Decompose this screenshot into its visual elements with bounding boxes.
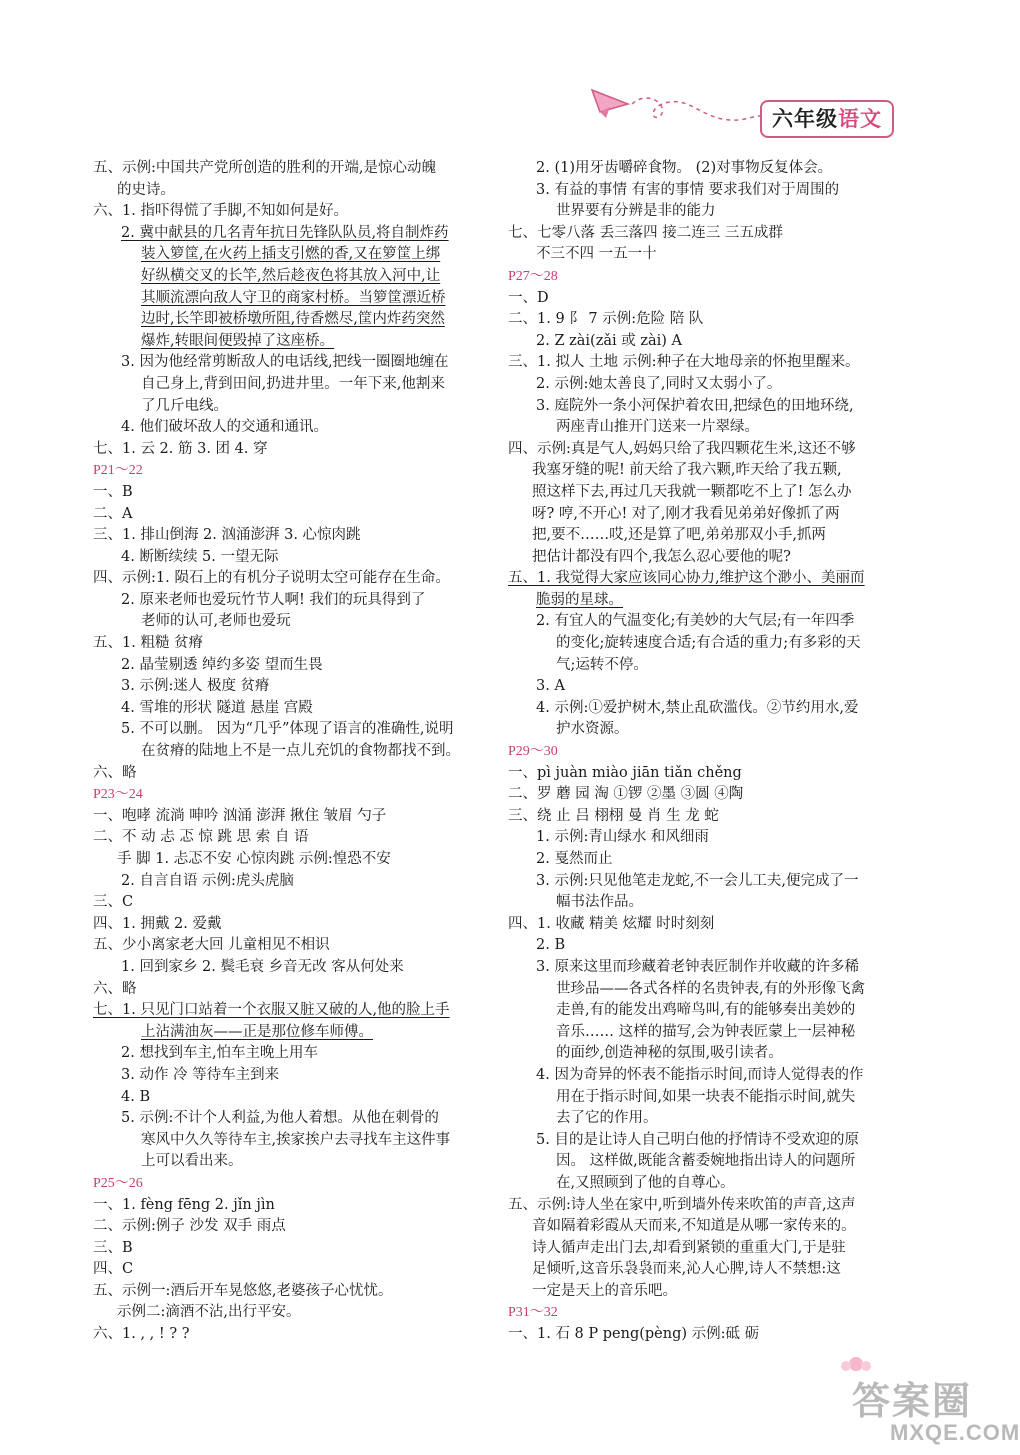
answer-line: [508, 763, 912, 785]
answer-line: [508, 309, 912, 331]
answer-line: [508, 504, 912, 526]
answer-line: [93, 331, 497, 353]
answer-text: 七、1. 只见门口站着一个衣服又脏又破的人,他的脸上手: [93, 1002, 450, 1019]
answer-text: 3. 动作 冷 等待车主到来: [121, 1066, 280, 1083]
answer-line: [93, 288, 497, 310]
answer-text: 四、示例:真是气人,妈妈只给了我四颗花生米,这还不够: [508, 440, 856, 457]
answer-text: 二、不 动 忐 忑 惊 跳 思 索 自 语: [93, 829, 309, 846]
answer-line: [93, 352, 497, 374]
answer-text: 2. 自言自语 示例:虎头虎脑: [121, 872, 294, 889]
answer-line: [508, 460, 912, 482]
answer-text: 七、1. 云 2. 筋 3. 团 4. 穿: [93, 440, 268, 457]
answer-text: 护水资源。: [556, 721, 629, 738]
answer-text: 1. 示例:青山绿水 和风细雨: [536, 829, 709, 846]
answer-text: 诗人循声走出门去,却看到紧锁的重重大门,于是驻: [532, 1239, 846, 1256]
answer-line: [508, 1238, 912, 1260]
grade-label: 六年级: [772, 107, 838, 131]
answer-text: 世界要有分辨是非的能力: [556, 203, 716, 220]
answer-line: [508, 1108, 912, 1130]
answer-line: [508, 482, 912, 504]
answer-text: 3. A: [536, 678, 565, 695]
answer-line: [93, 1108, 497, 1130]
answer-line: [508, 396, 912, 418]
answer-line: [93, 1259, 497, 1281]
answer-line: [508, 892, 912, 914]
answer-text: 一、咆哮 流淌 呻吟 汹涌 澎湃 揪住 皱眉 勺子: [93, 807, 387, 824]
answer-line: [508, 331, 912, 353]
answer-line: [508, 288, 912, 310]
answer-line: [508, 719, 912, 741]
answer-text: 的面纱,创造神秘的氛围,吸引读者。: [556, 1045, 783, 1062]
answer-text: P25～26: [93, 1175, 143, 1191]
answer-text: 4. 他们破坏敌人的交通和通讯。: [121, 419, 328, 436]
section-heading: [93, 1173, 497, 1195]
answer-line: [93, 871, 497, 893]
answer-text: 五、示例:诗人坐在家中,听到墙外传来吹笛的声音,这声: [508, 1196, 856, 1213]
answer-text: 5. 示例:不计个人利益,为他人着想。从他在刺骨的: [121, 1110, 439, 1127]
answer-line: [93, 180, 497, 202]
answer-text: 在贫瘠的陆地上不是一点儿充饥的食物都找不到。: [141, 743, 460, 760]
answer-line: [93, 741, 497, 763]
answer-text: 四、1. 拥戴 2. 爱戴: [93, 915, 222, 932]
answer-text: 5. 不可以删。 因为“几乎”体现了语言的准确性,说明: [121, 721, 454, 738]
section-heading: [93, 460, 497, 482]
answer-text: 六、1. , , ! ? ?: [93, 1326, 190, 1343]
answer-line: [93, 547, 497, 569]
answer-line: [508, 1173, 912, 1195]
answer-line: [93, 1000, 497, 1022]
answer-line: [508, 1087, 912, 1109]
answer-text: 二、罗 蘑 园 淘 ①锣 ②墨 ③圆 ④陶: [508, 786, 744, 803]
answer-line: [93, 525, 497, 547]
answer-line: [508, 611, 912, 633]
answer-line: [93, 827, 497, 849]
answer-line: [508, 935, 912, 957]
answer-line: [508, 547, 912, 569]
answer-text: 四、示例:1. 陨石上的有机分子说明太空可能存在生命。: [93, 570, 450, 587]
answer-text: 四、C: [93, 1261, 134, 1278]
answer-text: 好纵横交叉的长竿,然后趁夜色将其放入河中,让: [141, 267, 441, 284]
answer-line: [93, 1151, 497, 1173]
answer-text: 走兽,有的能发出鸡啼鸟叫,有的能够奏出美妙的: [556, 1002, 856, 1019]
answer-line: [508, 158, 912, 180]
answer-line: [508, 244, 912, 266]
answer-line: [93, 158, 497, 180]
answer-text: 三、1. 排山倒海 2. 汹涌澎湃 3. 心惊肉跳: [93, 527, 361, 544]
answer-text: 世珍品——各式各样的名贵钟表,有的外形像飞禽: [556, 980, 866, 997]
answer-line: [93, 935, 497, 957]
answer-text: 上沾满油灰——正是那位修车师傅。: [141, 1023, 373, 1040]
answer-line: [93, 417, 497, 439]
answer-line: [508, 784, 912, 806]
answer-text: 一定是天上的音乐吧。: [532, 1282, 677, 1299]
answer-line: [508, 525, 912, 547]
answer-text: 的史诗。: [117, 181, 175, 198]
answer-text: 不三不四 一五一十: [536, 246, 657, 263]
answer-line: [508, 1130, 912, 1152]
answer-text: 三、绕 止 吕 栩栩 曼 肖 生 龙 蛇: [508, 807, 719, 824]
answer-line: [93, 504, 497, 526]
answer-text: 用在于指示时间,如果一块表不能指示时间,就失: [556, 1088, 856, 1105]
answer-line: [508, 871, 912, 893]
answer-text: 4. 因为奇异的怀表不能指示时间,而诗人觉得表的作: [536, 1066, 864, 1083]
answer-line: [508, 1151, 912, 1173]
answer-line: [508, 180, 912, 202]
answer-line: [508, 223, 912, 245]
answer-line: [93, 439, 497, 461]
answer-text: 我塞牙缝的呢! 前天给了我六颗,昨天给了我五颗,: [532, 462, 842, 479]
answer-text: 足倾听,这音乐袅袅而来,沁人心脾,诗人不禁想:这: [532, 1261, 841, 1278]
answer-line: [93, 849, 497, 871]
answer-line: [93, 1302, 497, 1324]
answer-line: [508, 655, 912, 677]
answer-line: [93, 1022, 497, 1044]
watermark-url: MXQE.COM: [890, 1420, 1020, 1445]
answer-text: 六、略: [93, 980, 137, 997]
answer-line: [508, 201, 912, 223]
answer-line: [93, 698, 497, 720]
answer-text: 爆炸,转眼间便毁掉了这座桥。: [141, 332, 335, 349]
answer-text: 1. 回到家乡 2. 鬓毛衰 乡音无改 客从何处来: [121, 958, 404, 975]
answer-line: [508, 1216, 912, 1238]
answer-text: 一、pì juàn miào jiān tiǎn chěng: [508, 764, 742, 781]
answer-text: 3. 示例:迷人 极度 贫瘠: [121, 678, 270, 695]
answer-line: [508, 1259, 912, 1281]
answer-text: 其顺流漂向敌人守卫的商家村桥。当箩筐漂近桥: [141, 289, 446, 306]
answer-text: 一、1. 石 8 P peng(pèng) 示例:砥 砺: [508, 1326, 760, 1343]
answer-line: [93, 1216, 497, 1238]
answer-text: 二、A: [93, 505, 133, 522]
answer-text: 3. 庭院外一条小河保护着农田,把绿色的田地环绕,: [536, 397, 854, 414]
answer-text: 2. 想找到车主,怕车主晚上用车: [121, 1045, 319, 1062]
answer-text: 两座青山推开门送来一片翠绿。: [556, 419, 759, 436]
answer-line: [93, 244, 497, 266]
answer-text: 一、D: [508, 289, 549, 306]
answer-text: 四、1. 收藏 精美 炫耀 时时刻刻: [508, 915, 715, 932]
answer-line: [93, 611, 497, 633]
answer-text: P21～22: [93, 463, 143, 479]
answer-text: 3. 示例:只见他笔走龙蛇,不一会儿工夫,便完成了一: [536, 872, 859, 889]
answer-text: 装入箩筐,在火药上插支引燃的香,又在箩筐上绑: [141, 246, 441, 263]
answer-line: [93, 914, 497, 936]
answer-text: 2. 示例:她太善良了,同时又太弱小了。: [536, 375, 782, 392]
answer-text: 因。 这样做,既能含蓄委婉地指出诗人的问题所: [556, 1153, 856, 1170]
answer-line: [93, 676, 497, 698]
answer-text: 五、1. 粗糙 贫瘠: [93, 635, 204, 652]
answer-line: [93, 979, 497, 1001]
answer-text: 2. Z zài(zǎi 或 zài) A: [536, 332, 683, 349]
answer-text: 三、1. 拟人 土地 示例:种子在大地母亲的怀抱里醒来。: [508, 354, 860, 371]
answer-text: 了几斤电线。: [141, 397, 228, 414]
answer-text: 边时,长竿即被桥墩所阻,待香燃尽,筐内炸药突然: [141, 311, 445, 328]
answer-line: [93, 482, 497, 504]
answer-line: [508, 1065, 912, 1087]
answer-line: [508, 568, 912, 590]
answer-text: 三、C: [93, 894, 134, 911]
answer-line: [93, 892, 497, 914]
answer-line: [93, 1238, 497, 1260]
answer-line: [93, 309, 497, 331]
answer-text: 照这样下去,再过几天我就一颗都吃不上了! 怎么办: [532, 483, 852, 500]
answer-line: [508, 1043, 912, 1065]
answer-line: [508, 352, 912, 374]
answer-line: [93, 1087, 497, 1109]
answer-line: [93, 568, 497, 590]
answer-text: 三、B: [93, 1239, 133, 1256]
answer-text: 2. 原来老师也爱玩竹节人啊! 我们的玩具得到了: [121, 591, 426, 608]
answer-text: 音如隔着彩霞从天而来,不知道是从哪一家传来的。: [532, 1218, 856, 1235]
answer-text: P29～30: [508, 744, 558, 760]
answer-line: [508, 979, 912, 1001]
answer-line: [93, 1130, 497, 1152]
answer-line: [508, 1000, 912, 1022]
answer-text: 去了它的作用。: [556, 1110, 658, 1127]
answer-line: [93, 719, 497, 741]
page-header: [570, 78, 910, 138]
answer-text: 老师的认可,老师也爱玩: [141, 613, 291, 630]
answer-text: 手 脚 1. 忐忑不安 心惊肉跳 示例:惶恐不安: [117, 851, 391, 867]
answer-text: 脆弱的星球。: [536, 591, 623, 608]
section-heading: [508, 741, 912, 763]
section-heading: [508, 266, 912, 288]
answer-line: [93, 374, 497, 396]
answer-line: [508, 1195, 912, 1217]
section-heading: [93, 784, 497, 806]
answer-line: [508, 1324, 912, 1346]
answer-line: [93, 633, 497, 655]
answer-line: [508, 374, 912, 396]
answer-text: 4. B: [121, 1088, 151, 1105]
answer-text: 二、1. 9 阝 7 示例:危险 陪 队: [508, 311, 704, 328]
subject-label: 语文: [838, 107, 882, 131]
answer-line: [93, 957, 497, 979]
answer-text: 3. 因为他经常剪断敌人的电话线,把线一圈圈地缠在: [121, 354, 449, 371]
answer-line: [93, 1065, 497, 1087]
answer-text: P27～28: [508, 268, 558, 284]
answer-text: 五、1. 我觉得大家应该同心协力,维护这个渺小、美丽而: [508, 570, 865, 587]
answer-text: 2. 晶莹剔透 绰约多姿 望而生畏: [121, 656, 323, 673]
answer-line: [93, 655, 497, 677]
answer-column-right: [508, 158, 912, 1346]
answer-text: 五、少小离家老大回 儿童相见不相识: [93, 937, 330, 954]
answer-text: 2. B: [536, 937, 566, 954]
section-heading: [508, 1302, 912, 1324]
answer-line: [93, 590, 497, 612]
answer-text: 呀? 哼,不开心! 对了,刚才我看见弟弟好像抓了两: [532, 505, 840, 522]
answer-text: 五、示例一:酒后开车晃悠悠,老婆孩子心忧忧。: [93, 1282, 393, 1299]
answer-line: [93, 1324, 497, 1346]
answer-text: 3. 有益的事情 有害的事情 要求我们对于周围的: [536, 181, 840, 198]
answer-line: [93, 1195, 497, 1217]
answer-text: 一、B: [93, 483, 133, 500]
answer-text: 5. 目的是让诗人自己明白他的抒情诗不受欢迎的原: [536, 1131, 859, 1148]
answer-text: 把,要不……哎,还是算了吧,弟弟那双小手,抓两: [532, 527, 826, 544]
answer-line: [508, 1281, 912, 1303]
answer-text: P31～32: [508, 1305, 558, 1321]
answer-line: [93, 1281, 497, 1303]
answer-text: 五、示例:中国共产党所创造的胜利的开端,是惊心动魄: [93, 160, 436, 176]
answer-line: [508, 439, 912, 461]
answer-line: [508, 827, 912, 849]
answer-line: [93, 763, 497, 785]
answer-line: [508, 1022, 912, 1044]
answer-line: [508, 914, 912, 936]
answer-line: [93, 396, 497, 418]
answer-text: 2. (1)用牙齿嚼碎食物。 (2)对事物反复体会。: [536, 160, 833, 176]
answer-text: 气;运转不停。: [556, 656, 648, 673]
answer-line: [508, 957, 912, 979]
watermark: [820, 1368, 1020, 1455]
answer-line: [93, 201, 497, 223]
answer-line: [93, 266, 497, 288]
answer-line: [93, 806, 497, 828]
answer-text: 自己身上,背到田间,扔进井里。一年下来,他割来: [141, 375, 445, 392]
answer-line: [93, 223, 497, 245]
answer-line: [93, 1043, 497, 1065]
answer-text: 在,又照顾到了他的自尊心。: [556, 1174, 735, 1191]
answer-text: 2. 冀中献县的几名青年抗日先锋队队员,将自制炸药: [121, 224, 449, 241]
answer-text: 4. 断断续续 5. 一望无际: [121, 548, 279, 565]
answer-line: [508, 590, 912, 612]
answer-text: 3. 原来这里而珍藏着老钟表匠制作并收藏的许多稀: [536, 958, 859, 975]
answer-text: 幅书法作品。: [556, 894, 643, 911]
answer-text: 2. 有宜人的气温变化;有美妙的大气层;有一年四季: [536, 613, 855, 630]
answer-text: 二、示例:例子 沙发 双手 雨点: [93, 1218, 286, 1235]
answer-text: 4. 雪堆的形状 隧道 悬崖 宫殿: [121, 699, 313, 716]
answer-text: 的变化;旋转速度合适;有合适的重力;有多彩的天: [556, 635, 861, 652]
answer-text: 4. 示例:①爱护树木,禁止乱砍滥伐。②节约用水,爱: [536, 699, 859, 716]
answer-text: 七、七零八落 丢三落四 接二连三 三五成群: [508, 224, 783, 241]
grade-subject-badge: [760, 100, 894, 138]
answer-text: P23～24: [93, 787, 143, 803]
answer-line: [508, 698, 912, 720]
answer-text: 示例二:滴酒不沾,出行平安。: [117, 1304, 301, 1321]
answer-text: 寒风中久久等待车主,挨家挨户去寻找车主这件事: [141, 1131, 451, 1148]
answer-text: 音乐…… 这样的描写,会为钟表匠蒙上一层神秘: [556, 1023, 856, 1040]
answer-line: [508, 676, 912, 698]
answer-text: 六、略: [93, 764, 137, 781]
answer-line: [508, 417, 912, 439]
answer-line: [508, 849, 912, 871]
watermark-logo-text: 答案圈: [852, 1379, 973, 1423]
answer-text: 六、1. 指吓得慌了手脚,不知如何是好。: [93, 203, 349, 220]
answer-text: 一、1. fèng fēng 2. jǐn jìn: [93, 1196, 275, 1213]
answer-text: 把估计都没有四个,我怎么忍心要他的呢?: [532, 548, 791, 565]
answer-line: [508, 806, 912, 828]
answer-text: 2. 戛然而止: [536, 851, 613, 867]
answer-text: 上可以看出来。: [141, 1153, 243, 1170]
answer-line: [508, 633, 912, 655]
answer-column-left: [93, 158, 497, 1346]
